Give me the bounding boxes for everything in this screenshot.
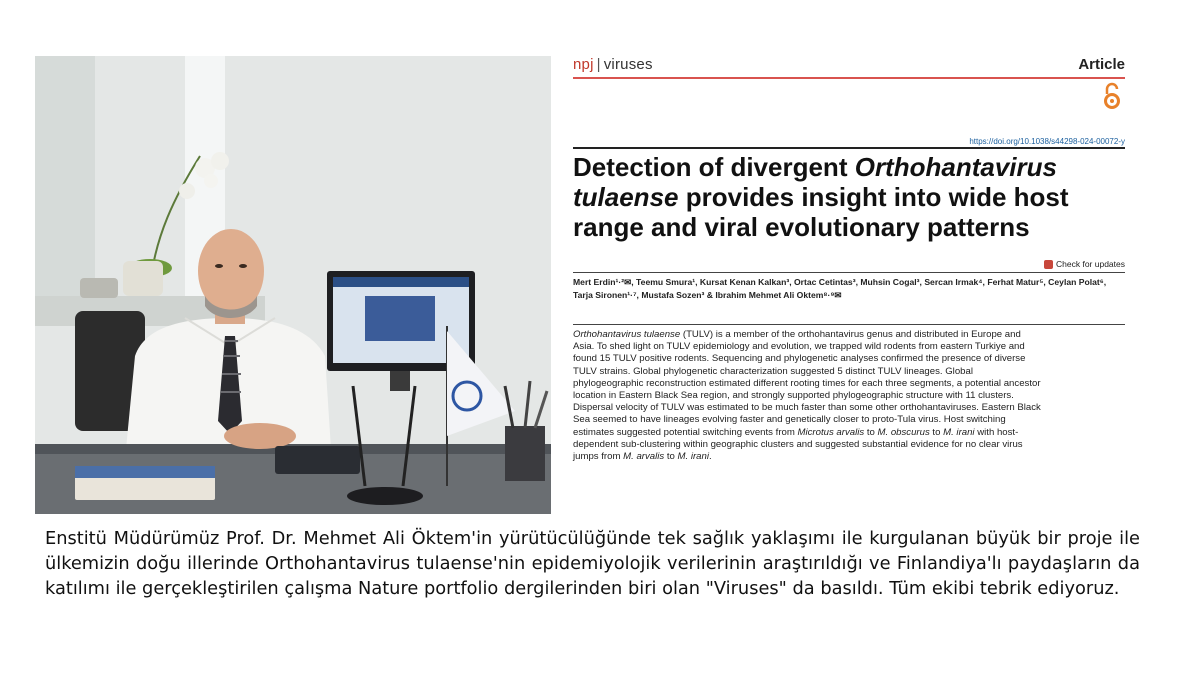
- title-part-1: Detection of divergent: [573, 152, 848, 182]
- check-updates-icon: [1044, 260, 1053, 269]
- abstract-species-start: Orthohantavirus tulaense: [573, 329, 681, 340]
- abstract-text-4: to: [664, 451, 678, 463]
- author-rule-bottom: [573, 324, 1125, 325]
- abstract-text-1: to: [864, 426, 878, 438]
- abstract-species-2: M. obscurus: [877, 426, 930, 438]
- abstract-text-3: with host-dependent sub-clustering within geographic clusters and suggested substantial evidence for no clear virus jumps from: [573, 426, 1023, 463]
- article-clipping: [573, 56, 1125, 511]
- abstract-species-3: M. irani: [943, 426, 975, 438]
- abstract: [573, 329, 1043, 463]
- title-part-2: provides insight into wide host range and viral evolutionary patterns: [573, 182, 1069, 242]
- abstract-species-4: M. arvalis: [623, 451, 665, 463]
- article-type: Article: [1078, 56, 1125, 73]
- journal-brand: npj: [573, 56, 594, 73]
- abstract-body: (TULV) is a member of the orthohantavirus genus and distributed in Europe and Asia. To shed light on TULV epidemiology and evolution, we trapped wild rodents from eastern Turkiye and found 15 TULV positive rodents. Sequencing and phylogenetic analyses confirmed the presence of diverse TULV strains. Global phylogenetic characterization suggested 5 distinct TULV lineages. Global phylogeographic reconstruction estimated different rooting times for each three segments, a potential ancestor location in Eastern Black Sea region, and strongly supported phylogeographic structure with 11 clusters. Dispersal velocity of TULV was estimated to be much faster than some other orthohantaviruses. Eastern Black Sea seemed to have lineages evolving faster and genetically closer to proto-Tula virus. Host switching estimates suggested potential switching events from: [573, 329, 1041, 438]
- header-rule: [573, 77, 1125, 79]
- title-species-1: Orthohantavirus: [854, 152, 1057, 182]
- professor-photo: [35, 56, 551, 514]
- article-title: [573, 152, 1125, 242]
- check-updates-label: Check for updates: [1056, 259, 1125, 269]
- announcement-caption: Enstitü Müdürümüz Prof. Dr. Mehmet Ali Öktem'in yürütücülüğünde tek sağlık yaklaşımı ile kurgulanan büyük bir proje ile ülkemizin doğu illerinde Orthohantavirus tulaense'nin epidemiyolojik verilerinin araştırıldığı ve Finlandiya'lı paydaşların da katılımı ile gerçekleştirilen çalışma Nature portfolio dergilerinden biri olan "Viruses" da basıldı. Tüm ekibi tebrik ediyoruz.: [45, 528, 1140, 599]
- check-for-updates[interactable]: [1044, 259, 1125, 269]
- abstract-species-5: M. irani: [677, 451, 709, 463]
- abstract-text-2: to: [929, 426, 944, 438]
- abstract-text-5: .: [708, 451, 712, 463]
- journal-name: viruses: [603, 56, 653, 73]
- journal-header: [573, 56, 653, 73]
- journal-separator: |: [596, 56, 601, 73]
- open-access-icon: [1101, 82, 1123, 110]
- abstract-species-1: Microtus arvalis: [797, 426, 865, 438]
- doi-link[interactable]: https://doi.org/10.1038/s44298-024-00072-y: [969, 137, 1125, 146]
- title-rule: [573, 147, 1125, 149]
- title-species-2: tulaense: [573, 182, 679, 212]
- author-list: Mert Erdin¹·²✉, Teemu Smura¹, Kursat Kenan Kalkan³, Ortac Cetintas³, Muhsin Cogal³, Sercan Irmak⁴, Ferhat Matur⁵, Ceylan Polat⁶, Tarja Sironen¹·⁷, Mustafa Sozen³ & Ibrahim Mehmet Ali Oktem⁸·⁹✉: [573, 277, 1107, 300]
- author-rule-top: [573, 272, 1125, 273]
